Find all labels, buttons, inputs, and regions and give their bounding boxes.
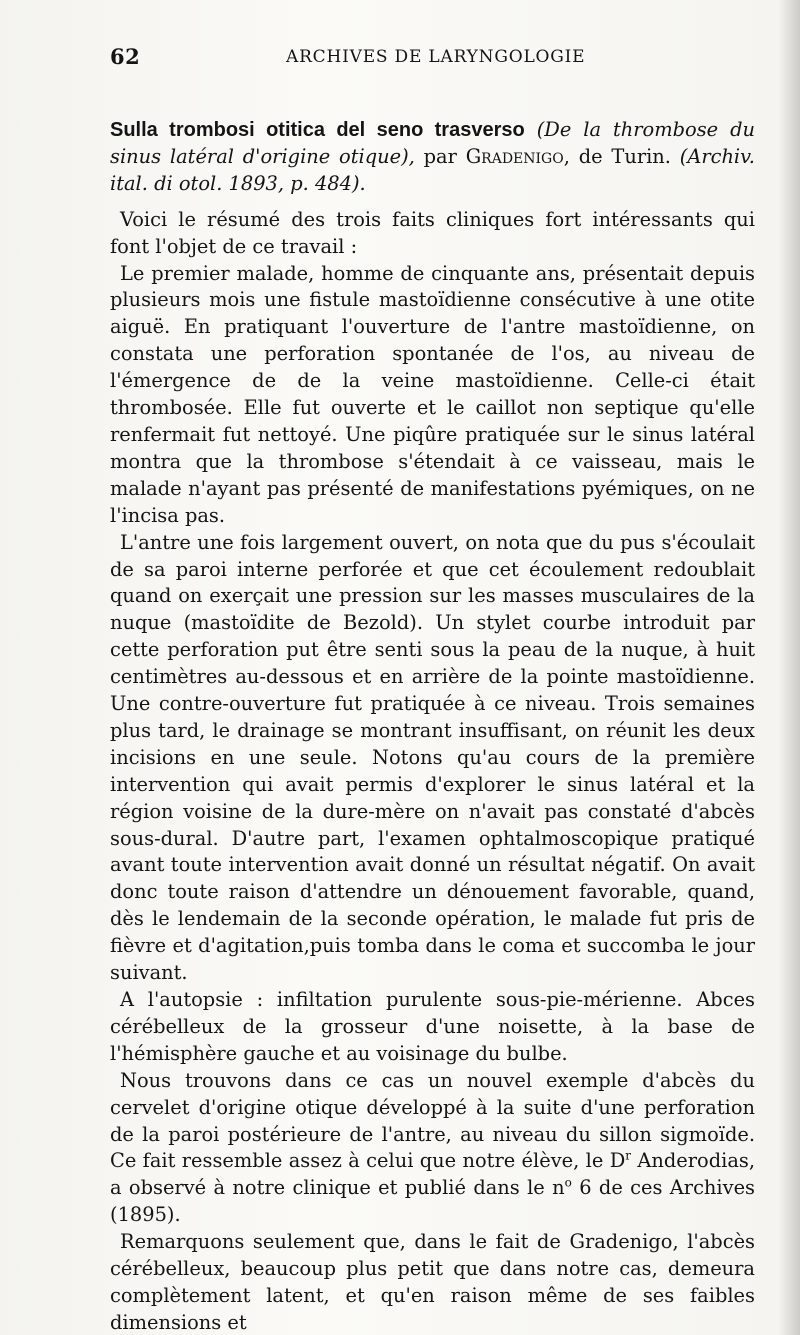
number-abbrev-sup: o	[564, 1175, 572, 1190]
paragraph-6: Remarquons seulement que, dans le fait de Gradenigo, l'abcès cérébelleux, beaucoup plus petit que dans notre cas, demeura complètement latent, et qu'en raison même de ses faibles dimensions et	[110, 1230, 755, 1334]
article-body	[110, 117, 755, 1335]
doctor-abbrev: D	[609, 1149, 626, 1173]
page-number: 62	[110, 44, 141, 69]
citation: (Archiv. ital. di otol. 1893, p. 484).	[110, 144, 755, 195]
scan-edge-shadow	[778, 0, 800, 1335]
author-name: Gradenigo	[465, 144, 564, 168]
paragraph-4: A l'autopsie : infiltation purulente sous-pie-mérienne. Abces cérébelleux de la grosseur d'une noisette, à la base de l'hémisphère gauche et au voisinage du bulbe.	[110, 988, 755, 1065]
paragraph-2: Le premier malade, homme de cinquante ans, présentait depuis plusieurs mois une fistule mastoïdienne consécutive à une otite aiguë. En pratiquant l'ouverture de l'antre mastoïdienne, on constata une perforation spontanée de l'os, au niveau de l'émergence de de la veine mastoïdienne. Celle-ci était thrombosée. Elle fut ouverte et le caillot non septique qu'elle renfermait fut nettoyé. Une piqûre pratiquée sur le sinus latéral montra que la thrombose s'étendait à ce vaisseau, mais le malade n'ayant pas présenté de manifestations pyémiques, on ne l'incisa pas.	[110, 261, 755, 527]
paragraph-3: L'antre une fois largement ouvert, on nota que du pus s'écoulait de sa paroi interne perforée et que cet écoulement redoublait quand on exerçait une pression sur les masses musculaires de la nuque (mastoïdite de Bezold). Un stylet courbe introduit par cette perforation put être senti sous la peau de la nuque, à huit centimètres au-dessous et en arrière de la pointe mastoïdienne. Une contre-ouverture fut pratiquée à ce niveau. Trois semaines plus tard, le drainage se montrant insuffisant, on réunit les deux incisions en une seule. Notons qu'au cours de la première intervention qui avait permis d'explorer le sinus latéral et la région voisine de la dure-mère on n'avait pas constaté d'abcès sous-dural. D'autre part, l'examen ophtalmoscopique pratiqué avant toute intervention avait donné un résultat négatif. On avait donc toute raison d'attendre un dénouement favorable, quand, dès le lendemain de la seconde opération, le malade fut pris de fièvre et d'agitation,puis tomba dans le coma et succomba le jour suivant.	[110, 530, 755, 985]
paragraph-1: Voici le résumé des trois faits cliniques fort intéressants qui font l'objet de ce travail :	[110, 207, 755, 258]
page-header	[110, 44, 750, 74]
article-title-french: (De la thrombose du sinus latéral d'origine otique),	[110, 118, 755, 168]
paragraph-5-text: Nous trouvons dans ce cas un nouvel exemple d'abcès du cervelet d'origine otique développé à la suite d'une perforation de la paroi postérieure de l'antre, au niveau du sillon sigmoïde. Ce fait ressemble assez à celui que notre élève, le	[110, 1068, 755, 1173]
paragraph-5	[110, 1068, 755, 1229]
doctor-abbrev-sup: r	[625, 1148, 632, 1163]
running-title: ARCHIVES DE LARYNGOLOGIE	[286, 47, 586, 67]
paragraph-5-end: 6 de ces Archives (1895).	[110, 1176, 756, 1227]
article-title-block	[110, 117, 755, 198]
article-title: Sulla trombosi otitica del seno trasverso	[110, 119, 525, 141]
paragraph-5-continuation: Anderodias, a observé à notre clinique et publié dans le n	[110, 1149, 756, 1200]
author-location: , de Turin.	[563, 144, 671, 168]
author-prefix: par	[423, 144, 457, 168]
